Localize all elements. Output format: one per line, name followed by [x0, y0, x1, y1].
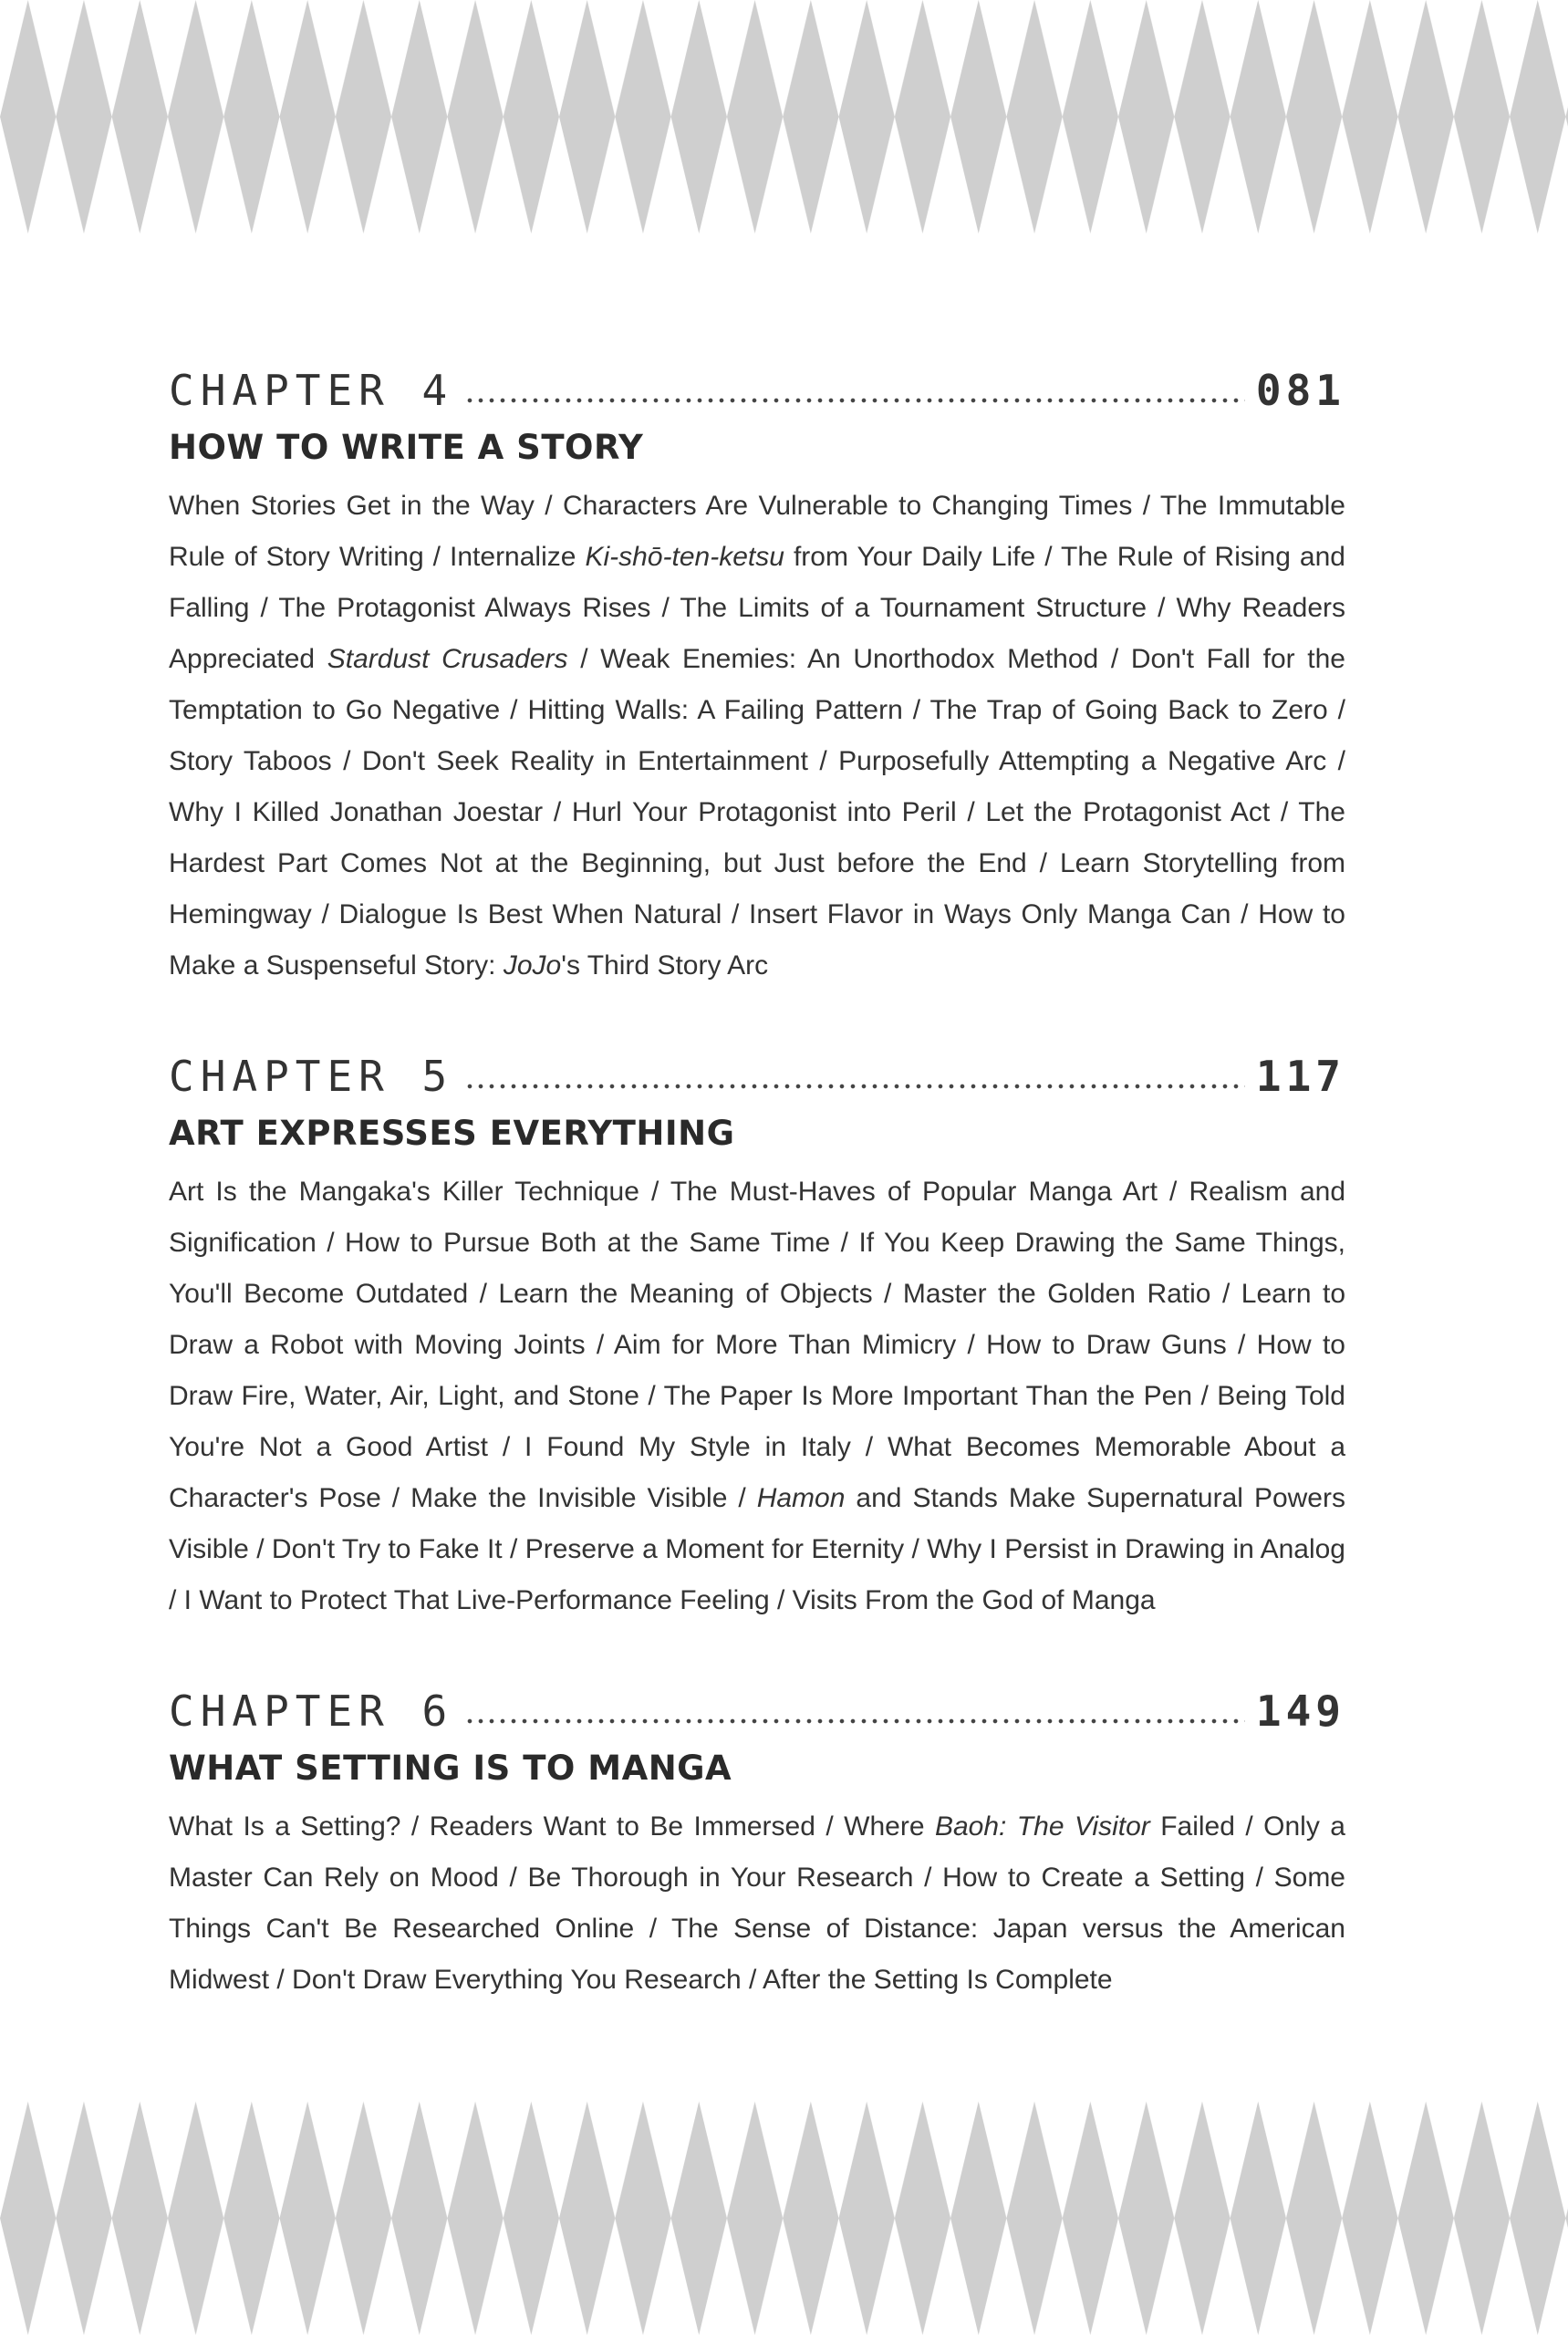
- chapter-summary: [169, 1801, 1345, 2006]
- summary-text: Art Is the Mangaka's Killer Technique / The Must-Haves of Popular Manga Art / Realism and Signification / How to Pursue Both at the Same Time / If You Keep Drawing the Same Things, You'll Become Outdated / Learn the Meaning of Objects / Master the Golden Ratio / Learn to Draw a Robot with Moving Joints / Aim for More Than Mimicry / How to Draw Guns / How to Draw Fire, Water, Air, Light, and Stone / The Paper Is More Important Than the Pen / Being Told You're Not a Good Artist / I Found My Style in Italy / What Becomes Memorable About a Character's Pose / Make the Invisible Visible /: [169, 1177, 1345, 1513]
- chapter-entry: [169, 1046, 1345, 1626]
- chapter-page-number: 149: [1255, 1686, 1345, 1736]
- table-of-contents: [169, 360, 1345, 2006]
- chapter-title: ART EXPRESSES EVERYTHING: [169, 1114, 735, 1153]
- chapter-label: CHAPTER 6: [169, 1686, 454, 1736]
- chapter-summary: [169, 1167, 1345, 1626]
- summary-italic: Baoh: The Visitor: [934, 1811, 1150, 1842]
- chapter-entry: [169, 1681, 1345, 2006]
- summary-italic: Ki-shō-ten-ketsu: [585, 542, 784, 572]
- chapter-label: CHAPTER 4: [169, 366, 454, 415]
- summary-text: / Weak Enemies: An Unorthodox Method / Don't Fall for the Temptation to Go Negative / Hitting Walls: A Failing Pattern / The Trap of Going Back to Zero / Story Taboos / Don't Seek Reality in Entertainment / Purposefully Attempting a Negative Arc / Why I Killed Jonathan Joestar / Hurl Your Protagonist into Peril / Let the Protagonist Act / The Hardest Part Comes Not at the Beginning, but Just before the End / Learn Storytelling from Hemingway / Dialogue Is Best When Natural / Insert Flavor in Ways Only Manga Can / How to Make a Suspenseful Story:: [169, 644, 1345, 981]
- summary-text: Failed / Only a Master Can Rely on Mood / Be Thorough in Your Research / How to Create a Setting / Some Things Can't Be Researched Online / The Sense of Distance: Japan versus the American Midwest / Don't Draw Everything You Research / After the Setting Is Complete: [169, 1811, 1345, 1995]
- dot-leader: [464, 395, 1245, 406]
- chapter-title: HOW TO WRITE A STORY: [169, 428, 644, 467]
- chapter-heading: [169, 1046, 1345, 1106]
- chapter-title: WHAT SETTING IS TO MANGA: [169, 1749, 732, 1788]
- chapter-heading: [169, 360, 1345, 420]
- summary-text: What Is a Setting? / Readers Want to Be Immersed / Where: [169, 1811, 935, 1842]
- summary-text: 's Third Story Arc: [561, 950, 769, 981]
- dot-leader: [464, 1716, 1245, 1727]
- summary-italic: Stardust Crusaders: [327, 644, 568, 674]
- chapter-entry: [169, 360, 1345, 991]
- summary-text: from Your Daily Life / The Rule of Rising and Falling / The Protagonist Always Rises / The Limits of a Tournament Structure / Why Readers Appreciated: [169, 542, 1345, 674]
- dot-leader: [464, 1081, 1245, 1092]
- summary-text: and Stands Make Supernatural Powers Visible / Don't Try to Fake It / Preserve a Moment for Eternity / Why I Persist in Drawing in Analog / I Want to Protect That Live-Performance Feeling / Visits From the God of Manga: [169, 1483, 1345, 1615]
- summary-italic: Hamon: [756, 1483, 846, 1513]
- chapter-label: CHAPTER 5: [169, 1052, 454, 1101]
- summary-text: When Stories Get in the Way / Characters Are Vulnerable to Changing Times / The Immutable Rule of Story Writing / Internalize: [169, 491, 1345, 572]
- chapter-page-number: 081: [1255, 366, 1345, 415]
- diamond-pattern-top: [0, 0, 1568, 234]
- summary-italic: JoJo: [503, 950, 562, 981]
- diamond-pattern-bottom: [0, 2102, 1568, 2335]
- chapter-page-number: 117: [1255, 1052, 1345, 1101]
- chapter-summary: [169, 481, 1345, 991]
- chapter-heading: [169, 1681, 1345, 1741]
